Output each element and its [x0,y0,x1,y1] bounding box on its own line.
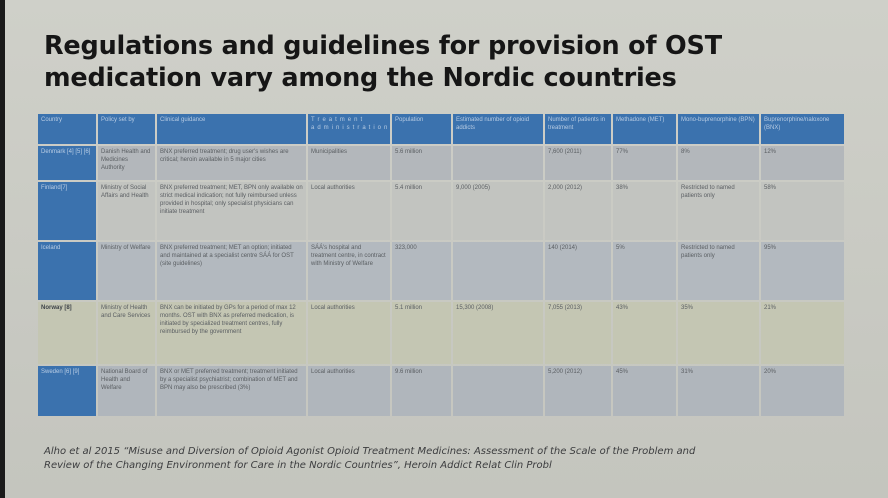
cell-bpn: 35% [678,302,759,364]
header-methadone: Methadone (MET) [613,114,676,144]
cell-administration: Local authorities [308,302,390,364]
cell-guidance: BNX can be initiated by GPs for a period of max 12 months. OST with BNX as preferred medication, is initiated by specialized treatment centres, fully reimbursed by the government [157,302,306,364]
header-estimated-addicts: Estimated number of opioid addicts [453,114,543,144]
cell-guidance: BNX preferred treatment; MET, BPN only available on strict medical indication; not fully reimbursed unless provided in hospital; only specialist physicians can initiate treatment [157,182,306,240]
ost-comparison-table [36,112,846,418]
table-header-row [38,114,844,144]
cell-bpn: Restricted to named patients only [678,242,759,300]
cell-country: Finland[7] [38,182,96,240]
cell-bnx: 20% [761,366,844,416]
cell-population: 5.6 million [392,146,451,180]
table-row-denmark [38,146,844,180]
cell-bnx: 95% [761,242,844,300]
cell-policy: Danish Health and Medicines Authority [98,146,155,180]
cell-population: 5.1 million [392,302,451,364]
header-treatment-administration: Treatment administration [308,114,390,144]
cell-administration: Local authorities [308,366,390,416]
header-clinical-guidance: Clinical guidance [157,114,306,144]
header-population: Population [392,114,451,144]
cell-guidance: BNX or MET preferred treatment; treatment initiated by a specialist psychiatrist; combination of MET and BPN may also be prescribed (3%) [157,366,306,416]
cell-met: 45% [613,366,676,416]
header-buprenorphine-naloxone: Buprenorphine/naloxone (BNX) [761,114,844,144]
cell-policy: Ministry of Welfare [98,242,155,300]
cell-bpn: Restricted to named patients only [678,182,759,240]
cell-population: 9.6 million [392,366,451,416]
cell-patients: 7,055 (2013) [545,302,611,364]
cell-country: Norway [8] [38,302,96,364]
cell-country: Denmark [4] [5] [6] [38,146,96,180]
header-patients: Number of patients in treatment [545,114,611,144]
header-country: Country [38,114,96,144]
table-row-finland [38,182,844,240]
cell-bnx: 21% [761,302,844,364]
citation-line-2: Review of the Changing Environment for Care in the Nordic Countries”, Heroin Addict Relat Clin Probl [44,459,552,471]
cell-met: 38% [613,182,676,240]
title-line-2: medication vary among the Nordic countries [44,63,677,93]
citation-line-1: Alho et al 2015 “Misuse and Diversion of Opioid Agonist Opioid Treatment Medicines: Assessment of the Scale of the Problem and [44,446,696,457]
title-line-1: Regulations and guidelines for provision of OST [44,31,722,61]
header-policy: Policy set by [98,114,155,144]
cell-addicts [453,366,543,416]
cell-addicts: 9,000 (2005) [453,182,543,240]
cell-patients: 5,200 (2012) [545,366,611,416]
cell-country: Iceland [38,242,96,300]
table-row-iceland [38,242,844,300]
cell-bpn: 31% [678,366,759,416]
cell-addicts [453,146,543,180]
cell-bpn: 8% [678,146,759,180]
cell-administration: Local authorities [308,182,390,240]
table-row-sweden [38,366,844,416]
cell-population: 5.4 million [392,182,451,240]
cell-patients: 2,000 (2012) [545,182,611,240]
cell-bnx: 58% [761,182,844,240]
cell-policy: Ministry of Social Affairs and Health [98,182,155,240]
cell-guidance: BNX preferred treatment; MET an option; initiated and maintained at a specialist centre SÁÁ for OST (site guidelines) [157,242,306,300]
table-row-norway [38,302,844,364]
cell-administration: SÁÁ's hospital and treatment centre, in contract with Ministry of Welfare [308,242,390,300]
cell-policy: National Board of Health and Welfare [98,366,155,416]
slide-title [44,30,844,94]
cell-population: 323,000 [392,242,451,300]
cell-policy: Ministry of Health and Care Services [98,302,155,364]
cell-guidance: BNX preferred treatment; drug user's wishes are critical; heroin available in 5 major cities [157,146,306,180]
cell-country: Sweden [6] [9] [38,366,96,416]
citation [44,445,844,472]
header-mono-buprenorphine: Mono-buprenorphine (BPN) [678,114,759,144]
cell-administration: Municipalities [308,146,390,180]
cell-bnx: 12% [761,146,844,180]
cell-addicts [453,242,543,300]
cell-met: 77% [613,146,676,180]
cell-addicts: 15,300 (2008) [453,302,543,364]
cell-met: 43% [613,302,676,364]
cell-patients: 140 (2014) [545,242,611,300]
cell-patients: 7,600 (2011) [545,146,611,180]
cell-met: 5% [613,242,676,300]
